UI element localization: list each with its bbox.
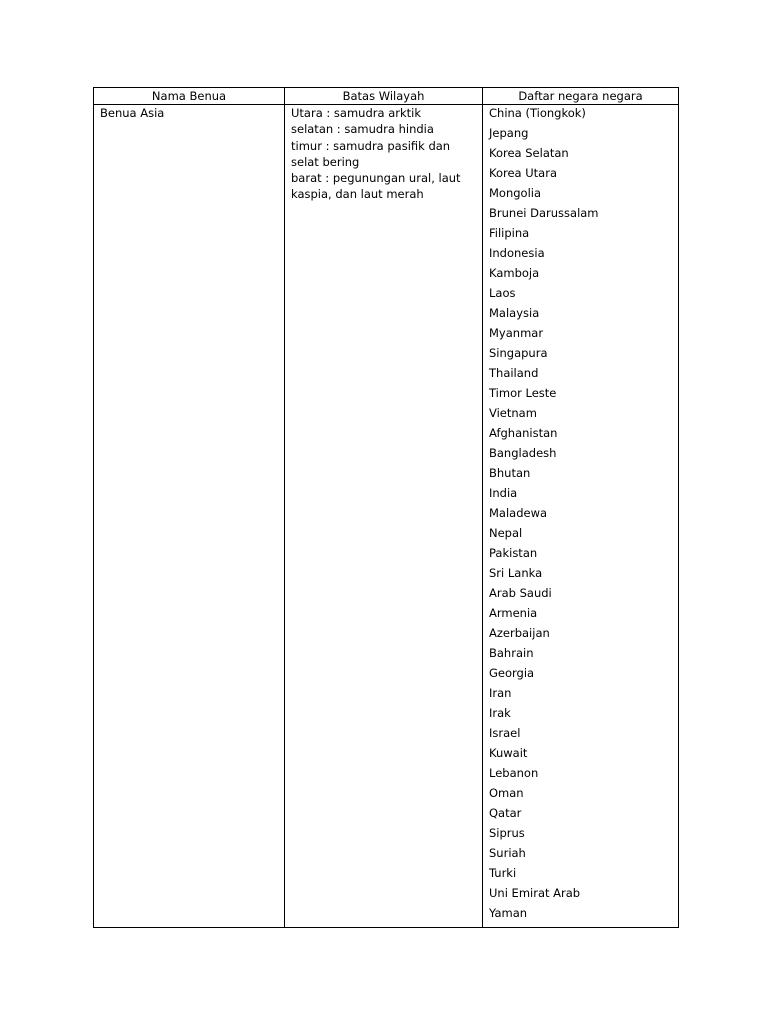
header-region-boundaries: Batas Wilayah <box>285 88 483 105</box>
list-item: Suriah <box>489 846 526 860</box>
boundary-west: barat : pegunungan ural, laut kaspia, dan laut merah <box>291 171 461 202</box>
list-item: Oman <box>489 786 524 800</box>
list-item: China (Tiongkok) <box>489 106 586 120</box>
list-item: Myanmar <box>489 326 544 340</box>
list-item: India <box>489 486 518 500</box>
list-item: Indonesia <box>489 246 545 260</box>
table-row <box>94 105 679 928</box>
header-country-list: Daftar negara negara <box>483 88 679 105</box>
list-item: Brunei Darussalam <box>489 206 599 220</box>
list-item: Iran <box>489 686 512 700</box>
list-item: Laos <box>489 286 516 300</box>
list-item: Timor Leste <box>489 386 557 400</box>
list-item: Bahrain <box>489 646 534 660</box>
continent-cell <box>94 105 285 928</box>
countries-cell <box>483 105 679 928</box>
header-continent-name: Nama Benua <box>94 88 285 105</box>
list-item: Turki <box>489 866 517 880</box>
list-item: Vietnam <box>489 406 537 420</box>
list-item: Singapura <box>489 346 548 360</box>
list-item: Filipina <box>489 226 530 240</box>
boundaries-list <box>285 105 482 203</box>
list-item: Thailand <box>489 366 539 380</box>
boundary-east: timur : samudra pasifik dan selat bering <box>291 138 451 169</box>
list-item: Arab Saudi <box>489 586 552 600</box>
list-item: Malaysia <box>489 306 540 320</box>
list-item: Irak <box>489 706 511 720</box>
list-item: Mongolia <box>489 186 542 200</box>
list-item: Afghanistan <box>489 426 558 440</box>
list-item: Yaman <box>489 906 528 920</box>
list-item: Korea Utara <box>489 166 558 180</box>
list-item: Georgia <box>489 666 535 680</box>
boundary-south: selatan : samudra hindia <box>291 122 434 137</box>
continent-name: Benua Asia <box>100 106 165 120</box>
table-header-row <box>94 88 679 105</box>
list-item: Kamboja <box>489 266 540 280</box>
list-item: Kuwait <box>489 746 528 760</box>
list-item: Maladewa <box>489 506 548 520</box>
boundary-north: Utara : samudra arktik <box>291 106 421 120</box>
list-item: Korea Selatan <box>489 146 569 160</box>
list-item: Azerbaijan <box>489 626 550 640</box>
list-item: Uni Emirat Arab <box>489 886 581 900</box>
list-item: Qatar <box>489 806 522 820</box>
list-item: Nepal <box>489 526 523 540</box>
list-item: Pakistan <box>489 546 538 560</box>
continent-table <box>93 87 679 928</box>
list-item: Sri Lanka <box>489 566 543 580</box>
list-item: Lebanon <box>489 766 539 780</box>
list-item: Israel <box>489 726 521 740</box>
list-item: Jepang <box>489 126 529 140</box>
boundaries-cell <box>285 105 483 928</box>
list-item: Bhutan <box>489 466 531 480</box>
list-item: Bangladesh <box>489 446 557 460</box>
country-list <box>483 105 678 927</box>
list-item: Armenia <box>489 606 538 620</box>
list-item: Siprus <box>489 826 525 840</box>
